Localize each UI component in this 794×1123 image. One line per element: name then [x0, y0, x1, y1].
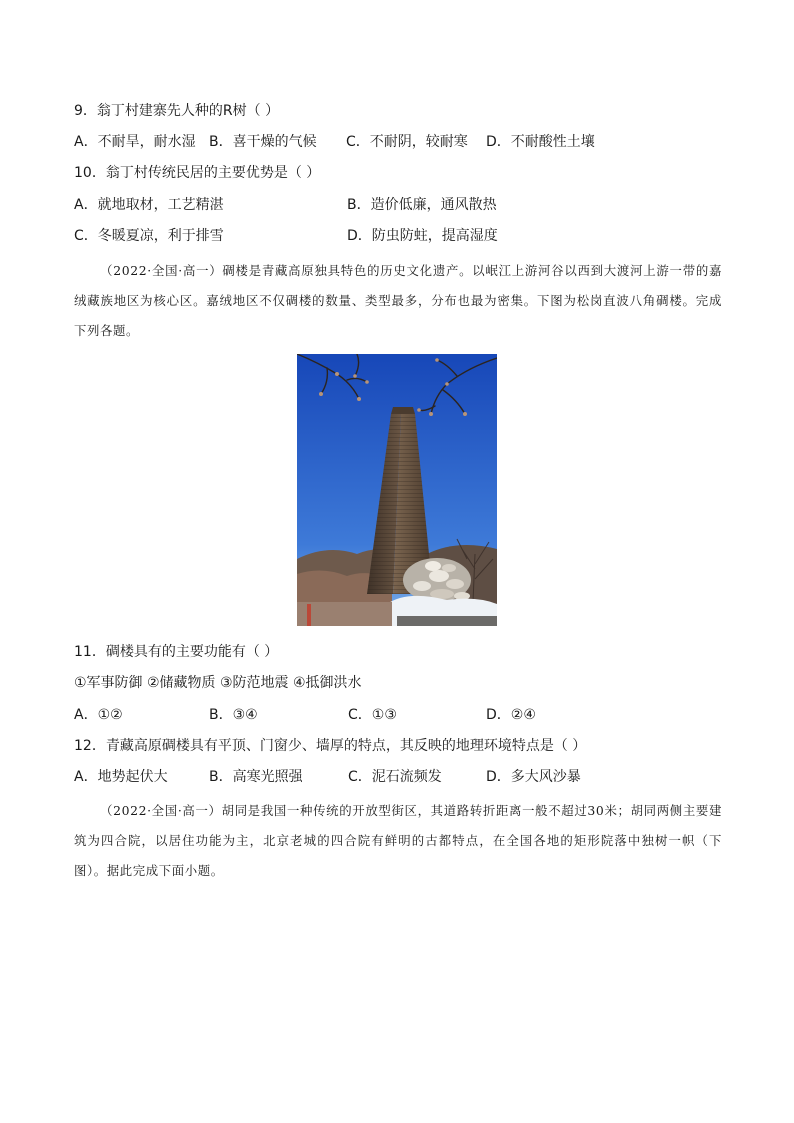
option-a: A．就地取材，工艺精湛 [74, 197, 224, 213]
passage-hutong [74, 796, 722, 886]
passage-source: （2022·全国·高一） [100, 803, 222, 818]
option-d: D．不耐酸性土壤 [486, 134, 595, 150]
option-c: C．冬暖夏凉，利于排雪 [74, 228, 224, 244]
option-c: C．泥石流频发 [348, 769, 442, 785]
passage-text: 胡同是我国一种传统的开放型街区，其道路转折距离一般不超过30米；胡同两侧主要建筑为四合院，以居住功能为主，北京老城的四合院有鲜明的古都特点，在全国各地的矩形院落中独树一帜（下图）。据此完成下面小题。 [74, 803, 722, 878]
question-10-stem: 10．翁丁村传统民居的主要优势是（ ） [74, 165, 321, 181]
option-b: B．③④ [209, 707, 258, 723]
option-a: A．①② [74, 707, 123, 723]
option-d: D．防虫防蛀，提高湿度 [347, 228, 498, 244]
option-c: C．①③ [348, 707, 397, 723]
diaolou-photo [297, 354, 497, 626]
passage-text: 碉楼是青藏高原独具特色的历史文化遗产。以岷江上游河谷以西到大渡河上游一带的嘉绒藏族地区为核心区。嘉绒地区不仅碉楼的数量、类型最多，分布也最为密集。下图为松岗直波八角碉楼。完成下列各题。 [74, 263, 722, 338]
question-11-statements: ①军事防御 ②储藏物质 ③防范地震 ④抵御洪水 [74, 675, 362, 691]
option-b: B．高寒光照强 [209, 769, 303, 785]
option-a: A．地势起伏大 [74, 769, 168, 785]
question-12-stem: 12．青藏高原碉楼具有平顶、门窗少、墙厚的特点，其反映的地理环境特点是（ ） [74, 738, 587, 754]
option-d: D．多大风沙暴 [486, 769, 581, 785]
passage-diaolou [74, 256, 722, 346]
passage-source: （2022·全国·高一） [100, 263, 223, 278]
option-b: B．喜干燥的气候 [209, 134, 317, 150]
option-d: D．②④ [486, 707, 536, 723]
option-b: B．造价低廉，通风散热 [347, 197, 497, 213]
option-a: A．不耐旱，耐水湿 [74, 134, 196, 150]
question-11-stem: 11．碉楼具有的主要功能有（ ） [74, 644, 279, 660]
question-9-stem: 9．翁丁村建寨先人种的R树（ ） [74, 103, 280, 119]
option-c: C．不耐阴，较耐寒 [346, 134, 468, 150]
